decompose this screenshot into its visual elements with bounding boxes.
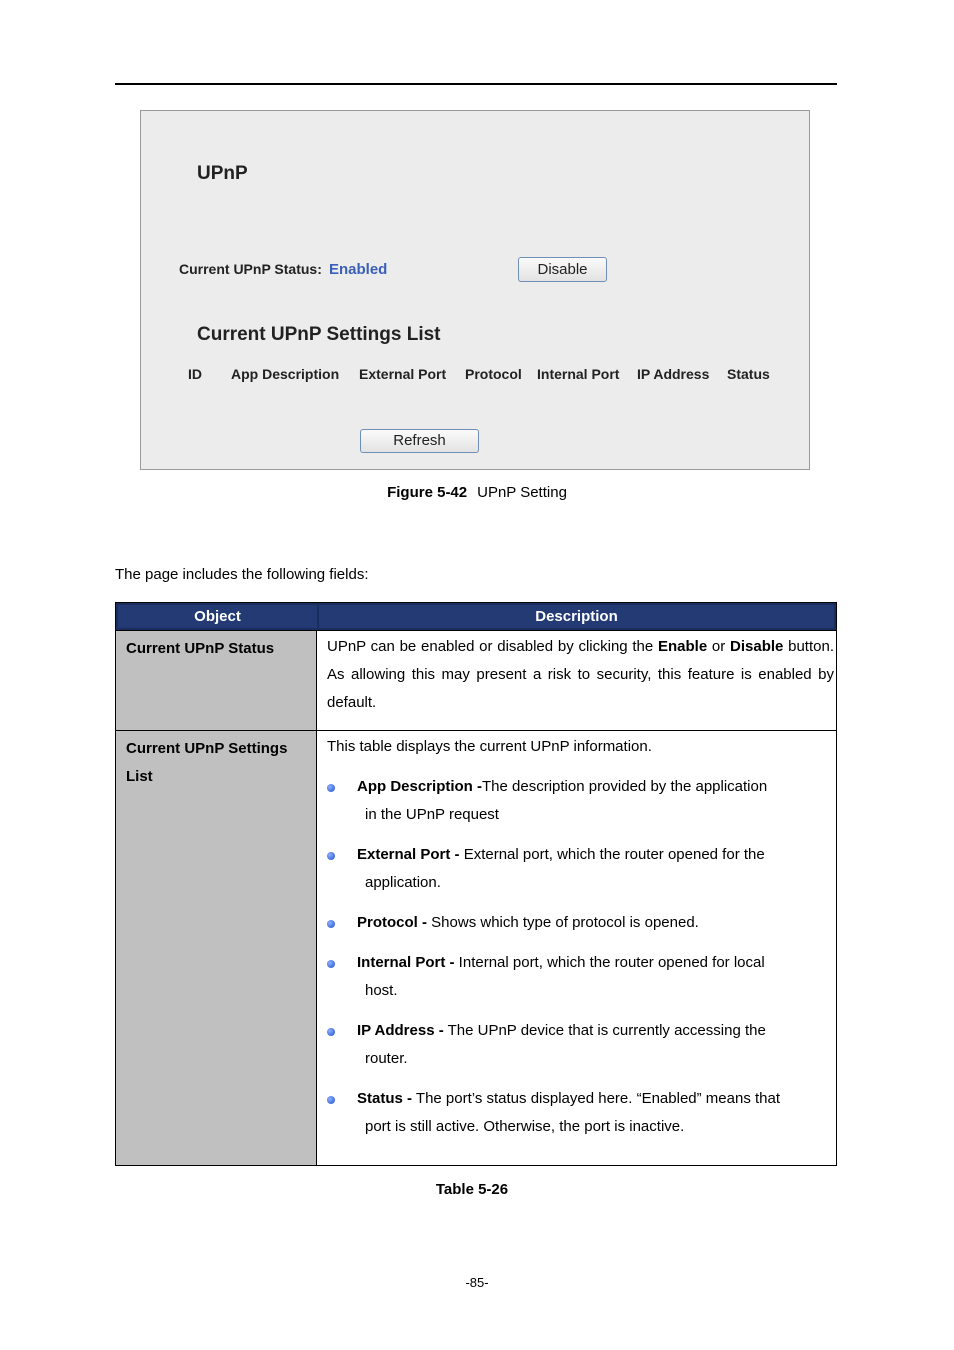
bullet-icon bbox=[327, 1028, 335, 1036]
row-object: Current UPnP Status bbox=[116, 631, 317, 730]
list-item: External Port - External port, which the router opened for the application. bbox=[327, 841, 834, 897]
bullet-icon bbox=[327, 852, 335, 860]
header-object: Object bbox=[118, 605, 317, 628]
row-description bbox=[317, 631, 836, 730]
column-header-protocol: Protocol bbox=[465, 366, 522, 382]
table-row bbox=[116, 730, 836, 1165]
column-header-external-port: External Port bbox=[359, 366, 447, 382]
column-header-status: Status bbox=[727, 366, 770, 382]
list-item: IP Address - The UPnP device that is currently accessing the router. bbox=[327, 1017, 834, 1073]
upnp-title: UPnP bbox=[197, 163, 248, 184]
table-row bbox=[116, 630, 836, 730]
column-header-id: ID bbox=[188, 366, 202, 382]
row-object: Current UPnP Settings List bbox=[116, 731, 317, 1165]
bullet-icon bbox=[327, 1096, 335, 1104]
disable-button[interactable]: Disable bbox=[518, 257, 607, 282]
row-description bbox=[317, 731, 836, 1165]
figure-label: Figure 5-42 bbox=[387, 484, 468, 501]
list-intro: This table displays the current UPnP information. bbox=[327, 738, 652, 755]
list-item: Status - The port’s status displayed here. “Enabled” means that port is still active. Otherwise, the port is inactive. bbox=[327, 1085, 834, 1141]
upnp-status-label: Current UPnP Status: bbox=[179, 261, 322, 277]
intro-text: The page includes the following fields: bbox=[115, 566, 369, 583]
bullet-icon bbox=[327, 920, 335, 928]
list-item: Protocol - Shows which type of protocol is opened. bbox=[327, 909, 834, 937]
figure-caption bbox=[0, 484, 954, 501]
header-description: Description bbox=[319, 605, 834, 628]
upnp-screenshot bbox=[140, 110, 810, 470]
settings-list-title: Current UPnP Settings List bbox=[197, 324, 441, 345]
table-header bbox=[116, 603, 836, 630]
figure-text: UPnP Setting bbox=[477, 484, 567, 501]
page-number: -85- bbox=[465, 1275, 489, 1290]
fields-table bbox=[115, 602, 837, 1166]
refresh-button[interactable]: Refresh bbox=[360, 429, 479, 453]
table-caption: Table 5-26 bbox=[435, 1181, 509, 1198]
upnp-status-value: Enabled bbox=[329, 261, 388, 278]
column-header-ip-address: IP Address bbox=[637, 366, 710, 382]
list-item: App Description -The description provided by the application in the UPnP request bbox=[327, 773, 834, 829]
column-header-app-description: App Description bbox=[231, 366, 340, 382]
column-header-internal-port: Internal Port bbox=[537, 366, 620, 382]
list-item: Internal Port - Internal port, which the router opened for local host. bbox=[327, 949, 834, 1005]
bullet-icon bbox=[327, 784, 335, 792]
bullet-icon bbox=[327, 960, 335, 968]
status-description: UPnP can be enabled or disabled by clicking the Enable or Disable button. As allowing this may present a risk to security, this feature is enabled by default. bbox=[327, 638, 834, 711]
header-rule bbox=[115, 83, 837, 85]
